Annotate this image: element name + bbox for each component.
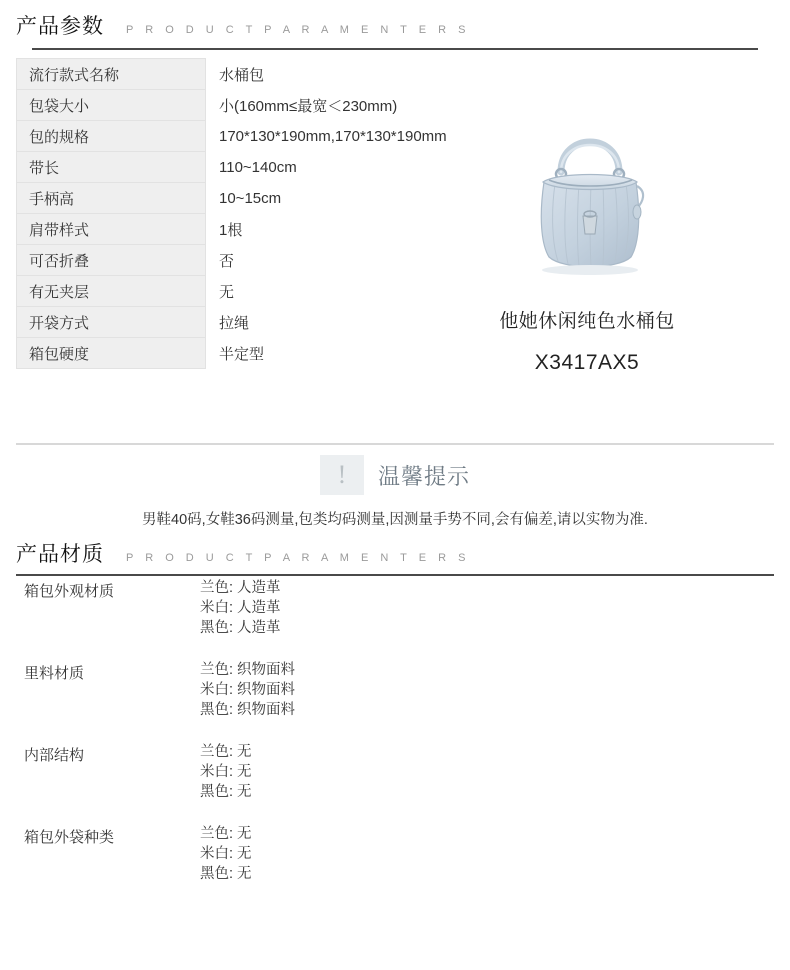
materials-heading-cn: 产品材质: [16, 543, 104, 566]
tips-title: 温馨提示: [377, 463, 470, 489]
product-name: 他她休闲纯色水桶包: [499, 311, 675, 332]
product-code: X3417AX5: [534, 351, 640, 374]
material-value: 米白: 无: [200, 846, 252, 862]
product-image: [487, 120, 687, 290]
param-value: 半定型: [206, 338, 396, 369]
material-value: 米白: 无: [200, 764, 252, 780]
param-value: 拉绳: [206, 307, 396, 338]
materials-heading-en: P R O D U C T P A R A M E N T E R S: [126, 552, 470, 564]
material-key: 里料材质: [24, 665, 85, 682]
param-value: 无: [206, 276, 396, 307]
parameters-heading-rule: [32, 48, 758, 50]
list-item: [24, 824, 524, 884]
param-key: 可否折叠: [17, 245, 206, 276]
table-row: [17, 276, 396, 307]
materials-section: [0, 538, 790, 576]
list-item: [24, 742, 524, 802]
tips-divider: [16, 443, 774, 445]
param-value: 170*130*190mm,170*130*190mm: [206, 121, 396, 152]
param-value: 否: [206, 245, 396, 276]
material-value: 黑色: 无: [200, 866, 252, 882]
table-row: [17, 338, 396, 369]
param-key: 开袋方式: [17, 307, 206, 338]
material-value: 兰色: 人造革: [200, 580, 281, 596]
material-value: 黑色: 织物面料: [200, 702, 296, 718]
parameters-table: [16, 58, 447, 369]
materials-list: [24, 578, 524, 906]
material-value: 黑色: 无: [200, 784, 252, 800]
material-key: 箱包外袋种类: [24, 829, 115, 846]
parameters-heading-cn: 产品参数: [16, 15, 104, 38]
table-row: [17, 90, 396, 121]
material-value: 兰色: 织物面料: [200, 662, 296, 678]
material-values: [200, 742, 252, 802]
parameters-table-body: [17, 59, 447, 369]
table-row: [17, 121, 396, 152]
table-row: [17, 59, 396, 90]
table-row: [17, 183, 396, 214]
param-key: 带长: [17, 152, 206, 183]
parameters-heading-en: P R O D U C T P A R A M E N T E R S: [126, 24, 470, 36]
bucket-bag-illustration: [487, 120, 687, 290]
tips-heading: [0, 455, 790, 495]
param-key: 包袋大小: [17, 90, 206, 121]
param-key: 流行款式名称: [17, 59, 206, 90]
material-values: [200, 578, 281, 638]
param-key: 有无夹层: [17, 276, 206, 307]
material-value: 米白: 织物面料: [200, 682, 296, 698]
tips-text: 男鞋40码,女鞋36码测量,包类均码测量,因测量手势不同,会有偏差,请以实物为准.: [142, 512, 648, 528]
param-key: 手柄高: [17, 183, 206, 214]
table-row: [17, 307, 396, 338]
materials-heading-rule: [16, 574, 774, 576]
material-key: 箱包外观材质: [24, 583, 115, 600]
param-key: 肩带样式: [17, 214, 206, 245]
param-value: 1根: [206, 214, 396, 245]
param-key: 箱包硬度: [17, 338, 206, 369]
param-value: 110~140cm: [206, 152, 396, 183]
param-key: 包的规格: [17, 121, 206, 152]
materials-section-heading: [0, 538, 790, 568]
table-row: [17, 214, 396, 245]
param-value: 水桶包: [206, 59, 396, 90]
material-value: 米白: 人造革: [200, 600, 281, 616]
param-value: 小(160mm≤最宽＜230mm): [206, 90, 396, 121]
exclamation-icon: !: [320, 455, 364, 495]
list-item: [24, 578, 524, 638]
material-value: 兰色: 无: [200, 744, 252, 760]
list-item: [24, 660, 524, 720]
table-row: [17, 245, 396, 276]
material-key: 内部结构: [24, 747, 85, 764]
parameters-section-heading: [0, 10, 790, 40]
material-values: [200, 660, 295, 720]
material-value: 兰色: 无: [200, 826, 252, 842]
material-values: [200, 824, 252, 884]
table-row: [17, 152, 396, 183]
param-value: 10~15cm: [206, 183, 396, 214]
material-value: 黑色: 人造革: [200, 620, 281, 636]
parameters-table-wrap: [16, 58, 447, 369]
product-showcase: [400, 120, 774, 375]
